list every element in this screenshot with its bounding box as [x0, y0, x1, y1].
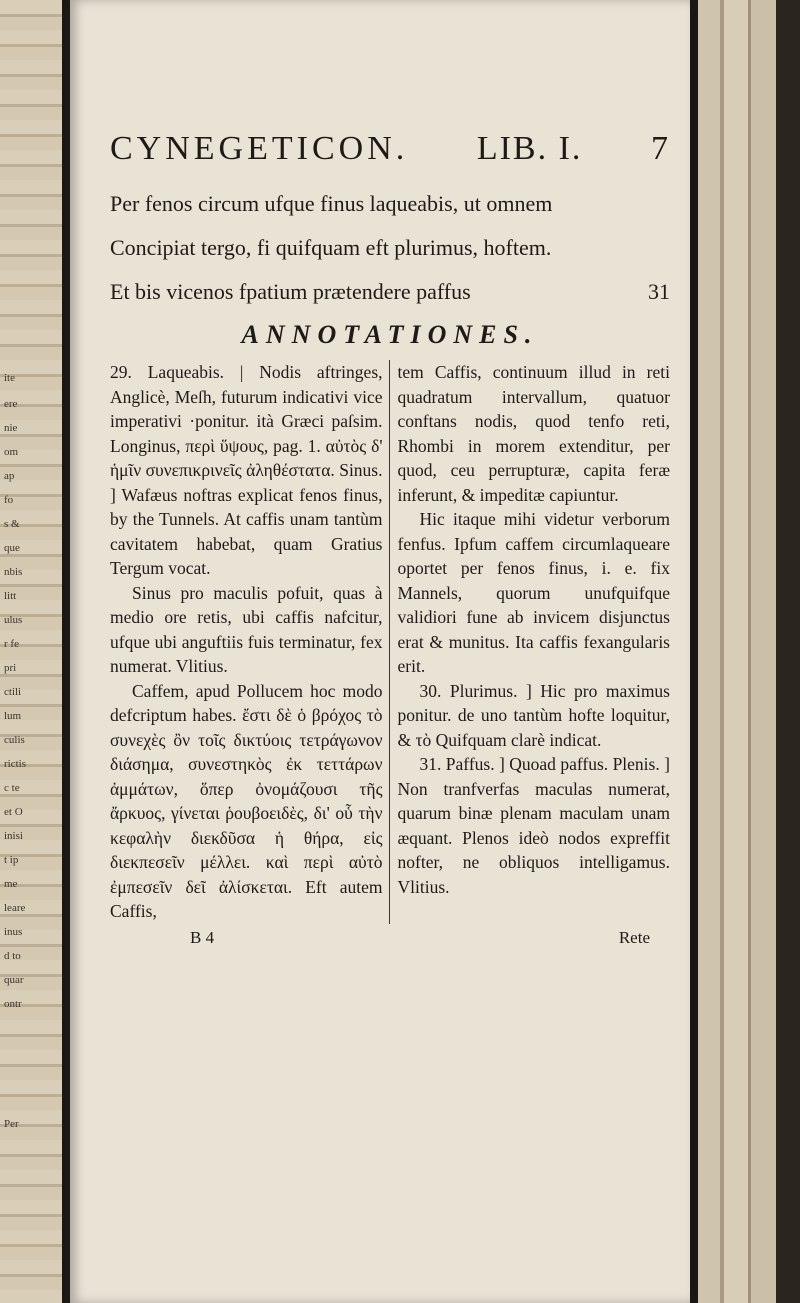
right-column — [390, 360, 671, 924]
annotation-paragraph: Caffem, apud Pollucem hoc modo defcriptum habes. ἔστι δὲ ὁ βρόχος τὸ συνεχὲς ὂν τοῖς δικτύοις τετράγωνον διάσημα, συνεστηκὸς ἐκ τεττάρων ἀμμάτων, ὅπερ ὀνομάζουσι τῆς ἄρκυος, γίνεται ῥουβοειδὲς, δι' οὗ τὴν κεφαλὴν διεκδῦσα ἡ θήρα, εἰς διεκπεσεῖν μέλλει. καὶ περὶ αὐτὸ ἐμπεσεῖν δεῖ ἀλίσκεται. Eft autem Caffis, — [110, 680, 383, 921]
annotation-paragraph: Hic itaque mihi videtur verborum fenfus. Ipfum caffem circumlaqueare oportet per fenos finus, i. e. fix Mannels, quorum unufquifque validiori fune ab invicem disjunctus erat & munitus. Ita caffis fexangularis erit. — [397, 509, 670, 676]
margin-fragment: om — [4, 446, 19, 458]
margin-fragment: fo — [4, 494, 14, 506]
margin-fragment: pri — [4, 662, 17, 674]
margin-fragment: ctili — [4, 686, 22, 698]
verse-text: Per fenos circum ufque finus laqueabis, ut omnem — [110, 191, 553, 216]
verse-text: Et bis vicenos fpatium prætendere paffus — [110, 279, 471, 304]
verse-line — [110, 270, 670, 314]
margin-fragment: c te — [4, 782, 20, 794]
margin-fragment: que — [4, 542, 20, 554]
margin-fragment: ite — [4, 372, 15, 384]
margin-fragment: inus — [4, 926, 23, 938]
left-column — [110, 360, 390, 924]
running-head — [110, 130, 670, 174]
page-footer — [110, 928, 670, 948]
margin-fragment: nie — [4, 422, 18, 434]
margin-fragment: me — [4, 878, 18, 890]
margin-fragment: d to — [4, 950, 21, 962]
margin-fragment: lum — [4, 710, 22, 722]
line-number: 31 — [648, 279, 670, 304]
catchword: Rete — [618, 927, 650, 947]
margin-fragment: leare — [4, 902, 26, 914]
annotation-paragraph: 29. Laqueabis. | Nodis aftringes, Anglicè, Meſh, futurum indicativi vice imperativi ·ponitur. ità Græci paſsim. Longinus, περὶ ὕψους, pag. 1. αὐτὸς δ' ἡμῖν συνεπικρινεῖς ἀληθέστατα. Sinus. ] Wafæus noftras explicat fenos finus, by the Tunnels. At caffis unam tantùm cavitatem habebat, quam Gratius Tergum vocat. — [110, 362, 383, 578]
page-stack-edge — [690, 0, 800, 1303]
page-number: 7 — [650, 130, 670, 167]
margin-fragment: rictis — [4, 758, 26, 770]
verse-block — [110, 182, 670, 314]
signature-mark: B 4 — [190, 927, 215, 947]
annotation-paragraph: 31. Paffus. ] Quoad paffus. Plenis. ] Non tranfverfas maculas numerat, quarum binæ plenam maculam unam æquant. Plenos ideò nodos expreffit nofter, ne obliquos intelligamus. Vlitius. — [397, 754, 670, 897]
margin-fragment: quar — [4, 974, 24, 986]
facing-page-edge — [0, 0, 65, 1303]
annotation-paragraph: 30. Plurimus. ] Hic pro maximus ponitur. de uno tantùm hofte loquitur, & τὸ Quifquam clarè indicat. — [397, 680, 670, 750]
book-page — [70, 0, 690, 1303]
margin-fragment: ontr — [4, 998, 22, 1010]
margin-fragment: culis — [4, 734, 25, 746]
verse-line — [110, 182, 670, 226]
margin-fragment: t ip — [4, 854, 19, 866]
section-title: ANNOTATIONES. — [241, 320, 539, 349]
margin-fragment: nbis — [4, 566, 23, 578]
margin-fragment: s & — [4, 518, 20, 530]
margin-fragment: ulus — [4, 614, 23, 626]
margin-fragment: ap — [4, 470, 15, 482]
verse-line — [110, 226, 670, 270]
margin-fragment: Per — [4, 1118, 19, 1130]
annotation-paragraph: tem Caffis, continuum illud in reti quadratum intervallum, quatuor conftans nodis, quod tenfo reti, Rhombi in morem extenditur, per quod, ceu perrupturæ, capita feræ inferunt, & impeditæ capiuntur. — [397, 362, 670, 505]
margin-fragment: litt — [4, 590, 17, 602]
margin-fragment: inisi — [4, 830, 23, 842]
annotation-columns — [110, 360, 670, 924]
margin-fragment: r fe — [4, 638, 19, 650]
book-number: LIB. I. — [476, 130, 583, 167]
page-content — [110, 130, 670, 948]
verse-text: Concipiat tergo, fi quifquam eft plurimus, hoftem. — [110, 235, 552, 260]
running-title: CYNEGETICON. — [110, 130, 409, 167]
margin-fragment: ere — [4, 398, 18, 410]
annotation-paragraph: Sinus pro maculis pofuit, quas à medio ore retis, ubi caffis nafcitur, ufque ubi anguftiis fuis terminatur, fex numerat. Vlitius. — [110, 582, 383, 676]
margin-fragment: et O — [4, 806, 23, 818]
